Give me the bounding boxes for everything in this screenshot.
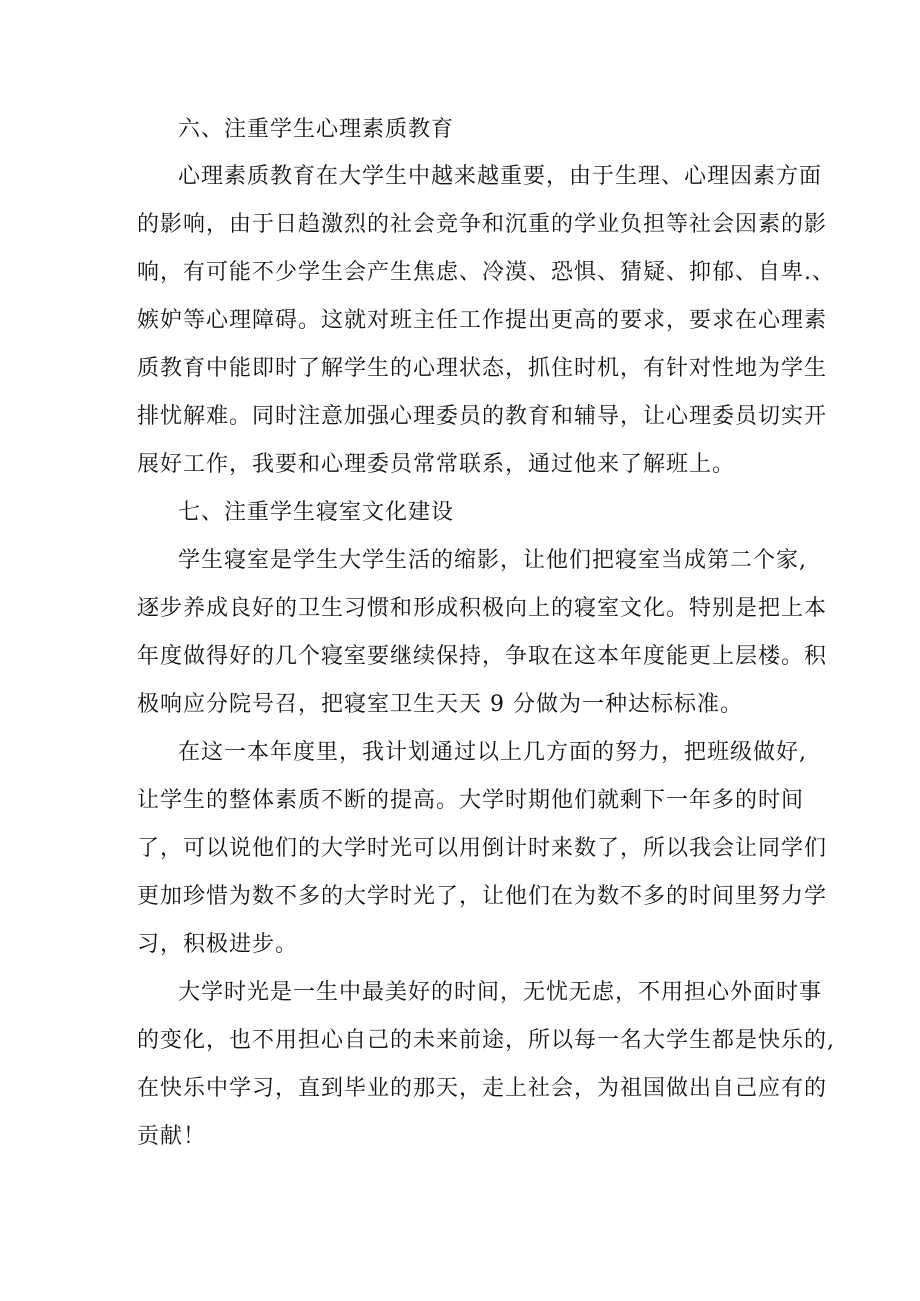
- paragraph-line: 逐步养成良好的卫生习惯和形成积极向上的寝室文化。特别是把上本: [137, 596, 828, 621]
- paragraph-line: 了，可以说他们的大学时光可以用倒计时来数了，所以我会让同学们: [137, 836, 828, 861]
- paragraph-line: 排忧解难。同时注意加强心理委员的教育和辅导，让心理委员切实开: [137, 404, 828, 429]
- section-heading-7: 七、注重学生寝室文化建设: [178, 500, 455, 525]
- paragraph-line: 的影响，由于日趋激烈的社会竞争和沉重的学业负担等社会因素的影: [137, 212, 828, 237]
- paragraph-line: 响，有可能不少学生会产生焦虑、冷漠、恐惧、猜疑、抑郁、自卑.、: [137, 260, 835, 285]
- paragraph-line: 嫉妒等心理障碍。这就对班主任工作提出更高的要求，要求在心理素: [137, 308, 828, 333]
- paragraph-line: 展好工作，我要和心理委员常常联系，通过他来了解班上。: [137, 452, 736, 477]
- paragraph-line: 的变化，也不用担心自己的未来前途，所以每一名大学生都是快乐的,: [137, 1028, 835, 1053]
- paragraph-line: 质教育中能即时了解学生的心理状态，抓住时机，有针对性地为学生: [137, 356, 828, 381]
- paragraph-line: 极响应分院号召，把寝室卫生天天 9 分做为一种达标标准。: [137, 692, 743, 717]
- paragraph-line: 年度做得好的几个寝室要继续保持，争取在这本年度能更上层楼。积: [137, 644, 828, 669]
- section-heading-6: 六、注重学生心理素质教育: [178, 117, 455, 142]
- paragraph-line: 在快乐中学习，直到毕业的那天，走上社会，为祖国做出自己应有的: [137, 1076, 828, 1101]
- paragraph-line: 学生寝室是学生大学生活的缩影，让他们把寝室当成第二个家,: [178, 548, 807, 573]
- paragraph-line: 在这一本年度里，我计划通过以上几方面的努力，把班级做好,: [178, 740, 807, 765]
- paragraph-line: 更加珍惜为数不多的大学时光了，让他们在为数不多的时间里努力学: [137, 884, 828, 909]
- paragraph-line: 让学生的整体素质不断的提高。大学时期他们就剩下一年多的时间: [137, 788, 805, 813]
- paragraph-line: 大学时光是一生中最美好的时间，无忧无虑，不用担心外面时事: [178, 980, 823, 1005]
- paragraph-line: 贡献！: [137, 1124, 207, 1149]
- paragraph-line: 习，积极进步。: [137, 932, 299, 957]
- paragraph-line: 心理素质教育在大学生中越来越重要，由于生理、心理因素方面: [178, 164, 823, 189]
